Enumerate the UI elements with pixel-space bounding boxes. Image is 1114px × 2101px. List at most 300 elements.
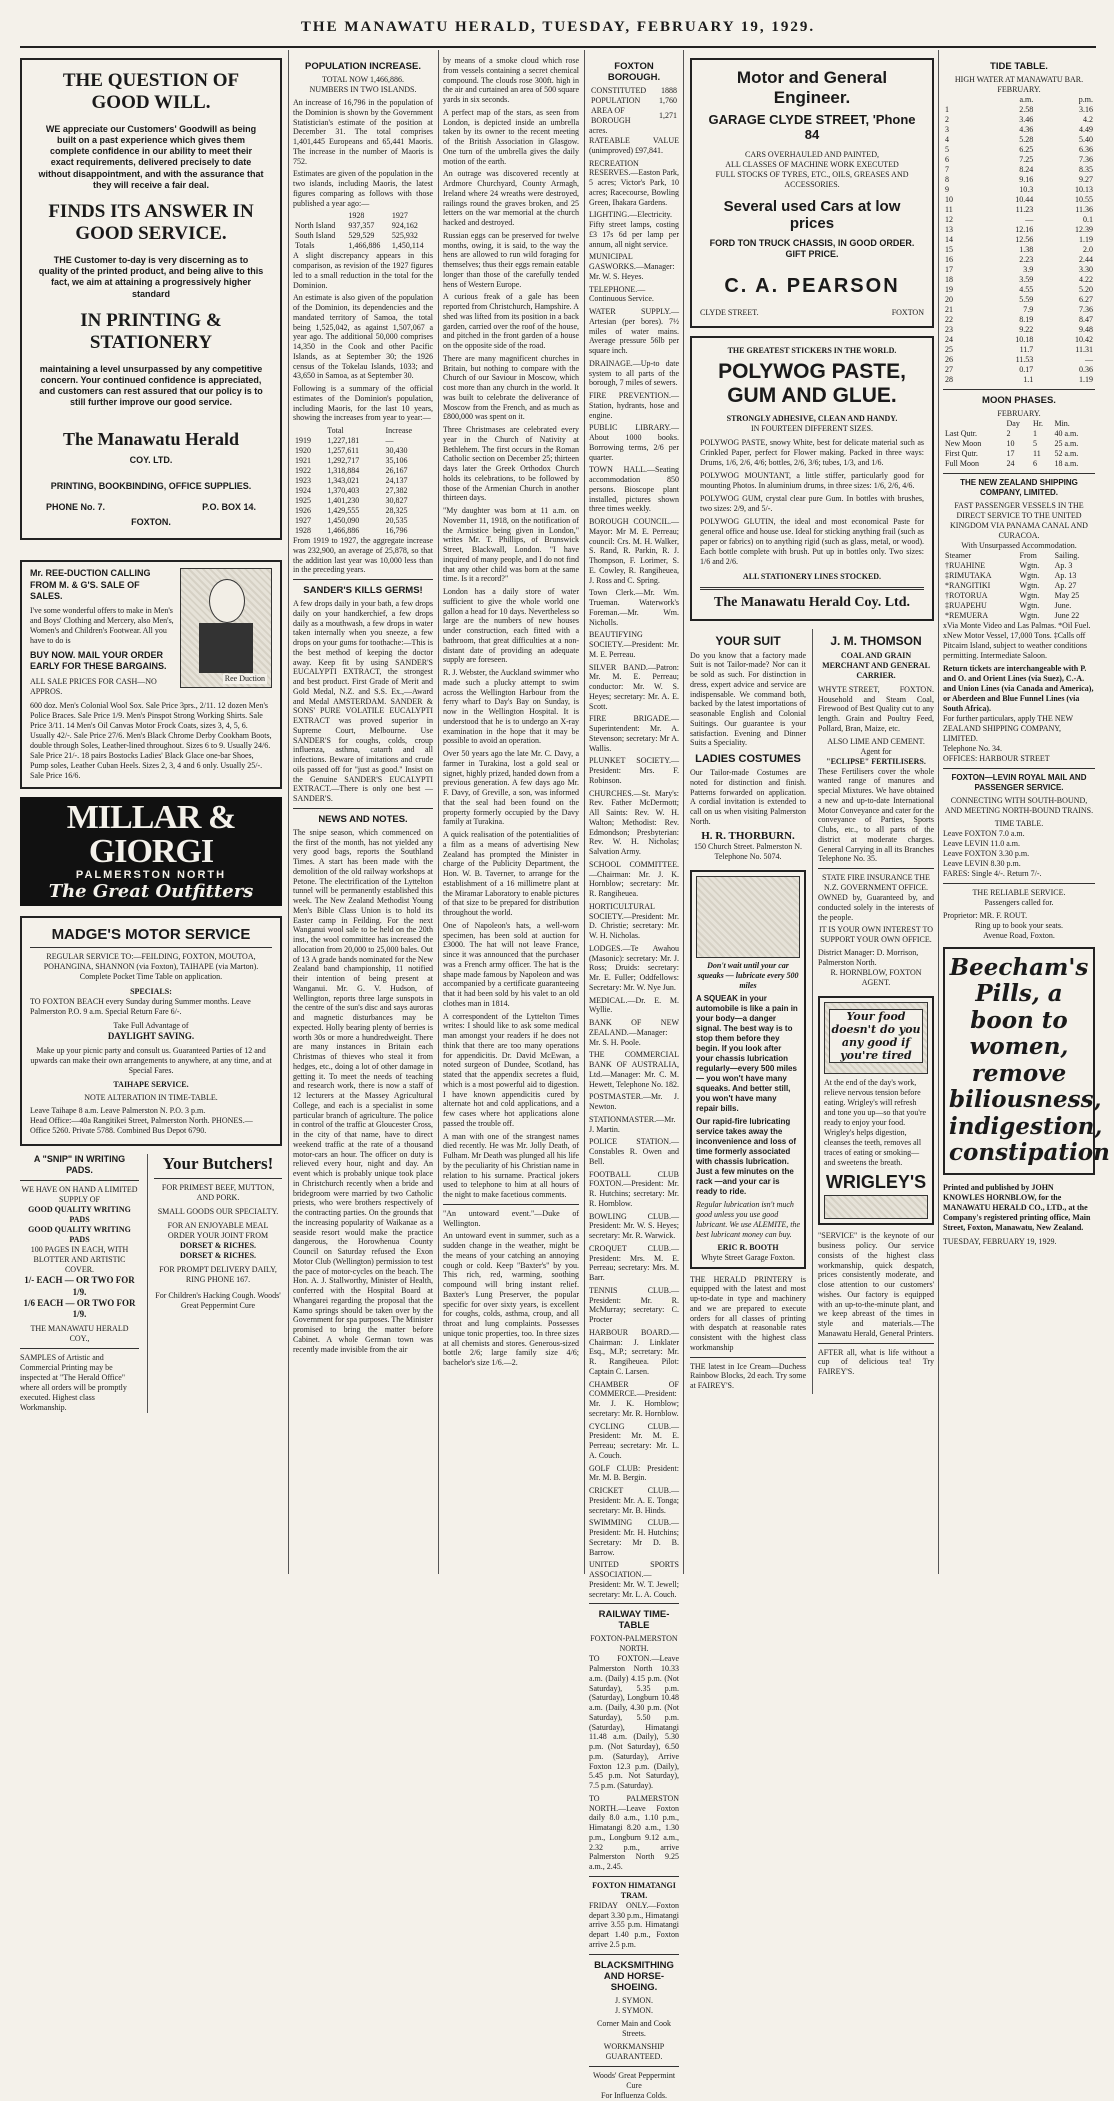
polywog-stocked: ALL STATIONERY LINES STOCKED.: [742, 571, 882, 581]
madge-taihape: TAIHAPE SERVICE.: [113, 1079, 189, 1089]
rail-sub: FOXTON-PALMERSTON NORTH.: [590, 1634, 678, 1654]
ship-heading: THE NEW ZEALAND SHIPPING COMPANY, LIMITED.: [960, 478, 1078, 497]
madge-picnic: Make up your picnic party and consult us. Guaranteed Parties of 12 and upwards can make their own arrangements to anywhere, at any time, and at Special Fares.: [30, 1045, 272, 1075]
rail-body2: TO PALMERSTON NORTH.—Leave Foxton daily 8.0 a.m., 1.10 p.m., Himatangi 8.20 a.m., 1.30 p.m., Longburn 9.12 a.m., 2.32 p.m., arrive Palmerston North 9.25 a.m., 2.45.: [589, 1793, 679, 1871]
islands-table: [293, 211, 433, 251]
wrigley-illustration: [824, 1002, 928, 1074]
booth-small: Regular lubrication isn't much good unless you use good lubricant. We use ALEMITE, the best lubricant money can buy.: [696, 1199, 800, 1239]
table-row: 12 — 0.1: [945, 215, 1093, 224]
printed-notice: Printed and published by JOHN KNOWLES HORNBLOW, for the MANAWATU HERALD CO., LTD., at the Company's registered printing office, Main Street, Foxton, Manawatu, New Zealand.: [943, 1182, 1091, 1232]
table-row: 1919 1,227,181 —: [295, 436, 394, 445]
news-heading: NEWS AND NOTES.: [318, 813, 408, 825]
borough-entry: RATEABLE VALUE (unimproved) £97,841.: [589, 136, 679, 155]
herald-printery: THE HERALD PRINTERY is equipped with the latest and most up-to-date in type and machinery and we are prepared to execute orders for all classes of printing with despatch at reasonable rates consistent with the highest class workmanship: [690, 1274, 806, 1352]
column-rule: [288, 50, 289, 1574]
table-row: 14 12.56 1.19: [945, 235, 1093, 244]
borough-entry: BOROUGH COUNCIL.—Mayor: Mr M. E. Perreau; council: Crs. M. H. Walker, S. Rand, R. Parkin, R. J. Thompson, F. Lorimer, S. E. Cowley, R. Rangiheuea, J. Ross and C. Spring.: [589, 517, 679, 585]
levin-heading: FOXTON—LEVIN ROYAL MAIL AND PASSENGER SERVICE.: [951, 773, 1087, 792]
woods-ad-line2: For Influenza Colds.: [601, 2090, 667, 2100]
reliable-sub: Passengers called for.: [984, 898, 1054, 907]
table-row: †RUAHINE Wgtn. Ap. 3: [945, 561, 1073, 570]
millar-giorgi-logo: [20, 797, 282, 906]
levin-time: Leave FOXTON 7.0 a.m.: [943, 829, 1025, 838]
butchers-ad: [147, 1154, 282, 1414]
table-row: 25 11.7 11.31: [945, 345, 1093, 354]
booth-ad: [690, 870, 806, 1269]
col3-p11: Over 50 years ago the late Mr. C. Davy, a farmer in Turakina, lost a gold seal or signet, highly prized, handed down from a previous generation. A few days ago Mr. F. Davy, of Greville, a son, was informed that the seal had been found on the property formerly occupied by the Davy family at Turakina.: [443, 749, 579, 827]
thorburn-name: H. R. THORBURN.: [701, 829, 795, 842]
butchers-l3: FOR AN ENJOYABLE MEAL ORDER YOUR JOINT FROM: [167, 1220, 269, 1240]
table-row: 24 10.18 10.42: [945, 335, 1093, 344]
borough-stats: [589, 86, 679, 126]
borough-entry: CHURCHES.—St. Mary's: Rev. Father McDermott; All Saints: Rev. W. H. Walton; Methodist: Rev. Edmondson; Presbyterian: Rev. W. H. Nicholas; Salvation Army.: [589, 788, 679, 856]
table-row: 10 10.44 10.55: [945, 195, 1093, 204]
goodwill-title3: IN PRINTING & STATIONERY: [80, 309, 222, 353]
borough-entry: MUNICIPAL GASWORKS.—Manager: Mr. W. S. Heyes.: [589, 252, 675, 281]
pads-l4: 100 PAGES IN EACH, WITH BLOTTER AND ARTISTIC COVER.: [30, 1245, 129, 1275]
borough-entry: FOOTBALL CLUB FOXTON.—President: Mr. R. Hutchins; secretary: Mr. R. Hornblow.: [589, 1169, 679, 1208]
polywog-sub: STRONGLY ADHESIVE, CLEAN AND HANDY.: [726, 413, 898, 423]
butchers-l4: DORSET & RICHES.: [179, 1240, 257, 1250]
table-row: 1928 1,466,886 16,796: [295, 526, 408, 535]
polywog-p1: POLYWOG PASTE, snowy White, best for delicate material such as Crinkled Paper, perfect for Flower making. Packed in three ways: Drums, 1/6, 2/6, 4/6; bottles, 2/6, 3/6; tubes, 1/3, and 1/6.: [700, 437, 924, 467]
table-row: 5 6.25 6.36: [945, 145, 1093, 154]
pads-l2: GOOD QUALITY WRITING PADS: [28, 1205, 131, 1225]
pearson-town: FOXTON: [891, 307, 924, 317]
millar-body: I've some wonderful offers to make in Men's and Boys' Clothing and Mercery, also Men's, Women's and Children's Footwear. All you have to do is: [30, 606, 174, 645]
table-row: 16 2.23 2.44: [945, 255, 1093, 264]
madge-note: NOTE ALTERATION IN TIME-TABLE.: [84, 1092, 218, 1102]
col3-p12: A quick realisation of the potentialities of a film as a means of advertising New Zealand has prompted the Minister in charge of the Publicity Department, the Hon. W. B. Taverner, to arrange for the establishment of a 16 millimetre plant at the Miramar Laboratory to enable pictures of that size to be prepared for distribution throughout the world.: [443, 830, 579, 917]
pearson-name: C. A. PEARSON: [724, 274, 900, 297]
borough-entry: POSTMASTER.—Mr. J. Newton.: [589, 1092, 679, 1111]
madge-advantage: Take Full Advantage of: [113, 1020, 189, 1030]
thomson-title: J. M. THOMSON: [830, 633, 922, 648]
column-4: [589, 56, 679, 2100]
population-p2: Estimates are given of the population in the two islands, including Maoris, the latest figures comparing as follows with those published a year ago:—: [293, 169, 433, 208]
borough-entry: PUBLIC LIBRARY.—About 1000 books. Borrowing terms, 2/6 per quarter.: [589, 423, 679, 462]
table-row: 21 7.9 7.36: [945, 305, 1093, 314]
years-table: Total Increase 1919 1,227,181 — 1920 1,257,611 30,430 1921 1,292,717 35,106 1922 1,318,884 26,167 1923 1,343,021 24,137 1924 1,370,403 27,382 1925 1,401,230 30,827 1926 1,429,555 28,325 1927 1,450,090 20,535 1928 1,466,886 16,796: [293, 426, 433, 536]
millar-cta: BUY NOW. MAIL YOUR ORDER EARLY FOR THESE BARGAINS.: [30, 650, 167, 672]
population-p4: An estimate is also given of the population of the Dominion, its dependencies and the mandated territory of Samoa, the total being 1,525,042, as against 1,507,067 a year ago. The additional 50,000 comprises 14,350 in the Cook and other Pacific Islands, as at September 30; the 1926 census of the Tokelau Islands, 1033; and 43,650 in Samoa, as at September 30.: [293, 293, 433, 381]
ree-duction-caption: Ree Duction: [224, 674, 265, 684]
col3-p13: One of Napoleon's hats, a well-worn specimen, has been sold at auction for £3000. The hat will not leave France, since it was announced that the purchaser was a French army officer. The hat is the shape made famous by Napoleon and was accompanied by a certificate guaranteeing that it had been sold by his valet to an old clothes man in 1814.: [443, 920, 579, 1008]
table-row: †ROTORUA Wgtn. May 25: [945, 591, 1080, 600]
table-row: First Qutr. 17 11 52 a.m.: [945, 449, 1079, 458]
borough-entry: CHAMBER OF COMMERCE.—President: Mr. J. K. Hornblow; secretary: Mr. R. Hornblow.: [589, 1379, 679, 1418]
wrigley-body: At the end of the day's work, relieve nervous tension before eating. Wrigley's will refresh and tone you up—so that you're ready to enjoy your food. Wrigley's helps digestion, cleanses the teeth, removes all traces of eating or smoking—and sweetens the breath.: [824, 1078, 927, 1168]
borough-entry: POLICE STATION.—Constables R. Owen and Bell.: [589, 1137, 679, 1166]
borough-entry: LIGHTING.—Electricity. Fifty street lamps, costing £3 17s 6d per lamp per annum, all night service.: [589, 210, 679, 249]
madge-ad: [20, 916, 282, 1146]
col3-p3: An outrage was discovered recently at Ardmore Churchyard, County Armagh, Ireland where 24 wreaths were destroyed, railings round the graves broken, and 25 letters on the war memorial at the church hacked and destroyed.: [443, 169, 579, 227]
col3-p8: "My daughter was born at 11 a.m. on November 11, 1918, on the notification of the Armistice being given in London," writes Mr. T. Phillips, of Brunswick Street, Blackwall, London. "I have inquired of many people, and I do not find that any other child was born at the same time. Is it a record?": [443, 506, 579, 584]
table-row: AREA OF BOROUGH 1,271: [591, 106, 677, 125]
fairey-notice: AFTER all, what is life without a cup of delicious tea! Try FAIREY'S.: [818, 1347, 934, 1376]
table-row: 26 11.53 —: [945, 355, 1093, 364]
population-heading: POPULATION INCREASE.: [305, 61, 421, 72]
wrigley-caption: Your food doesn't do you any good if you're tired: [829, 1009, 923, 1063]
table-row: 1922 1,318,884 26,167: [295, 466, 408, 475]
col3-p2: A perfect map of the stars, as seen from London, is depicted inside an umbrella taken by its owner to the recent meeting of the British Association in Glasgow. One turn of the umbrella gives the daily motion of the earth.: [443, 107, 579, 166]
levin-tt: TIME TABLE.: [994, 819, 1044, 828]
borough-entry: SCHOOL COMMITTEE.—Chairman: Mr. J. K. Hornblow; secretary: Mr. R. Rangiheuea.: [589, 859, 679, 898]
table-row: 2 3.46 4.2: [945, 115, 1093, 124]
table-row: 7 8.24 8.35: [945, 165, 1093, 174]
pearson-l2: ALL CLASSES OF MACHINE WORK EXECUTED: [725, 160, 899, 169]
sander-body: A few drops daily in your bath, a few drops daily on your handkerchief, a few drops daily as a mouthwash, a few drops in water taken internally when you sneeze, a few drops on your gums for toothache:—This is the best method of keeping the doctor away. Keep fit by using SANDER'S EUCALYPTI EXTRACT, the strongest and best product. First Grade of Merit and Gold Medal, N.Z. and S.S. Ex.,—Award and Medal AMSTERDAM. SANDER & SONS' PURE VOLATILE EUCALYPTI EXTRACT was proved superior in Supreme Court, Melbourne. Use SANDER'S for coughs, colds, croup influenza, asthma, catarrh and all infections. Beware of imitations and crude oils passed off for "just as good." Insist on the Genuine SANDER'S EUCALYPTI EXTRACT.—There is only one best —SANDER'S.: [293, 599, 433, 803]
wrigley-ad: [818, 996, 934, 1225]
thomson-sub: COAL AND GRAIN MERCHANT AND GENERAL CARRIER.: [822, 650, 930, 680]
population-p1: An increase of 16,796 in the population of the Dominion is shown by the Government Statistician's estimate of the position at December 31. The total comprises 1,401,445 Europeans and 65,441 Maoris. The increase in the number of Maoris is 752.: [293, 98, 433, 166]
pearson-l3: FULL STOCKS OF TYRES, ETC., OILS, GREASES AND ACCESSORIES.: [715, 170, 909, 189]
table-row: 1925 1,401,230 30,827: [295, 496, 408, 505]
butchers-l1: FOR PRIMEST BEEF, MUTTON, AND PORK.: [161, 1182, 275, 1202]
table-row: 11 11.23 11.36: [945, 205, 1093, 214]
madge-beach: TO FOXTON BEACH every Sunday during Summer months. Leave Palmerston P.O. 9 a.m. Special Return Fare 6/-.: [30, 996, 251, 1016]
moon-table: Day Hr. Min. Last Qutr. 2 1 40 a.m. New Moon 10 5 25 a.m. First Qutr. 17 11 52 a.m. Full Moon 24 6 18 a.m.: [943, 419, 1095, 469]
polywog-p3: POLYWOG GUM, crystal clear pure Gum. In bottles with brushes, two sizes: 2/9, and 5/-.: [700, 493, 924, 513]
table-row: 1920 1,257,611 30,430: [295, 446, 408, 455]
booth-addr: Whyte Street Garage Foxton.: [701, 1252, 795, 1262]
levin-time: Leave FOXTON 3.30 p.m.: [943, 849, 1030, 858]
column-rule: [584, 50, 585, 1574]
borough-entry: UNITED SPORTS ASSOCIATION.—President: Mr. W. T. Jewell; secretary: Mr. L. A. Couch.: [589, 1560, 679, 1599]
table-row: Last Qutr. 2 1 40 a.m.: [945, 429, 1079, 438]
goodwill-title2: FINDS ITS ANSWER IN GOOD SERVICE.: [48, 201, 254, 245]
tide-month: FEBRUARY.: [997, 85, 1041, 94]
borough-acres: acres.: [589, 126, 608, 135]
reliable-heading: THE RELIABLE SERVICE.: [972, 888, 1066, 897]
borough-entry: SWIMMING CLUB.—President: Mr. H. Hutchins; Secretary: Mr D. B. Barrow.: [589, 1518, 679, 1557]
reliable-ring: Ring up to book your seats.: [975, 921, 1063, 930]
pads-l1: WE HAVE ON HAND A LIMITED SUPPLY OF: [21, 1185, 138, 1205]
table-row: Totals 1,466,886 1,450,114: [295, 241, 424, 251]
mechanic-illustration: [696, 876, 800, 958]
suit-ad: [690, 629, 806, 1394]
pads-price2: 1/6 EACH — OR TWO FOR 1/9.: [23, 1297, 136, 1319]
pads-price1: 1/- EACH — OR TWO FOR 1/9.: [24, 1275, 135, 1297]
fire-title: STATE FIRE INSURANCE THE N.Z. GOVERNMENT OFFICE.: [822, 873, 930, 892]
butchers-l7: For Children's Hacking Cough. Woods' Great Peppermint Cure: [155, 1290, 281, 1310]
reliable-addr: Avenue Road, Foxton.: [983, 931, 1055, 940]
borough-entry: BANK OF NEW ZEALAND.—Manager: Mr. S. H. Poole.: [589, 1018, 679, 1047]
table-row: 23 9.22 9.48: [945, 325, 1093, 334]
millar-prices: ALL SALE PRICES FOR CASH—NO APPROS.: [30, 676, 157, 696]
fire-body: OWNED by, Guaranteed by, and conducted solely in the interests of the people.: [818, 893, 934, 922]
tide-sub: HIGH WATER AT MANAWATU BAR.: [954, 75, 1084, 84]
borough-entry: MEDICAL.—Dr. E. M. Wyllie.: [589, 995, 679, 1015]
ladies-body: Our Tailor-made Costumes are noted for distinction and finish. Patterns forwarded on application. A cordial invitation is extended to call on us when visiting Palmerston North.: [690, 768, 806, 826]
table-row: 1921 1,292,717 35,106: [295, 456, 408, 465]
table-row: 1923 1,343,021 24,137: [295, 476, 408, 485]
ship-notes: xVia Monte Video and Las Palmas. *Oil Fuel. xNew Motor Vessel, 17,000 Tons. ‡Calls off Pitcairn Island, subject to weather conditions permitting. Intermediate Saloon.: [943, 621, 1091, 660]
butchers-l2: SMALL GOODS OUR SPECIALTY.: [157, 1206, 279, 1216]
rail-body: TO FOXTON.—Leave Palmerston North 10.33 a.m. (Daily) 4.15 p.m. (Not Saturday), 5.35 p.m. (Saturday), Longburn 10.48 a.m. (Daily, 4.30 p.m. (Not Saturday), 5.50 p.m. (Saturday), Himatangi 11.48 a.m. (Daily), 5.30 p.m. (Not Saturday), 6.50 p.m. (Saturday), Arrive Foxton 12.3 p.m. (Daily), 5.45 p.m. Not Saturday), 7.5 p.m. (Saturday).: [589, 1654, 679, 1790]
table-row: North Island 937,357 924,162: [295, 221, 418, 231]
goodwill-body: WE appreciate our Customers' Goodwill as being built on a past experience which gives them complete confidence in our ability to meet their exact requirements, delivered precisely to date without disappointment, and with the assurance that they will receive a fair deal.: [38, 123, 264, 190]
goodwill-title: THE QUESTION OF GOOD WILL.: [62, 70, 240, 113]
wrigley-brand: WRIGLEY'S: [825, 1172, 927, 1193]
pearson-gift: GIFT PRICE.: [785, 249, 839, 260]
borough-heading: FOXTON BOROUGH.: [607, 61, 661, 83]
company-name: The Manawatu Herald: [62, 428, 239, 449]
millar-intro: Mr. REE-DUCTION CALLING FROM M. & G'S. SALE OF SALES.: [30, 568, 151, 601]
table-row: POPULATION 1,760: [591, 96, 677, 105]
butchers-title: Your Butchers!: [162, 1153, 274, 1173]
table-row: 13 12.16 12.39: [945, 225, 1093, 234]
woods-ad-line1: Woods' Great Peppermint Cure: [592, 2070, 676, 2090]
madge-regular: REGULAR SERVICE TO:—FEILDING, FOXTON, MOUTOA, POHANGINA, SHANNON (via Foxton), TAIHAPE (via Marton).: [43, 951, 259, 971]
table-row: 8 9.16 9.27: [945, 175, 1093, 184]
thomson-street: WHYTE STREET,: [818, 684, 880, 694]
table-row: 3 4.36 4.49: [945, 125, 1093, 134]
thomson-lime: ALSO LIME AND CEMENT.: [827, 736, 925, 746]
borough-list: [589, 136, 679, 1599]
population-total: TOTAL NOW 1,466,886.: [321, 75, 405, 84]
population-p6: From 1919 to 1927, the aggregate increase was 232,900, an average of 25,878, so that the addition last year was 10,000 less than in the preceding years.: [293, 536, 433, 575]
pearson-ford: FORD TON TRUCK CHASSIS, IN GOOD ORDER.: [709, 238, 915, 248]
col3-p16: "An untoward event."—Duke of Wellington.: [443, 1208, 579, 1228]
madge-office: Head Office:—40a Rangitikei Street, Palmerston North. PHONES.—Office 5260. Private 5788. Combined Bus Depot 6790.: [30, 1115, 253, 1135]
ship-contact: For further particulars, apply THE NEW ZEALAND SHIPPING COMPANY, LIMITED.: [943, 714, 1073, 743]
pearson-cars: Several used Cars at low prices: [723, 198, 901, 232]
company-pobox: P.O. BOX 14.: [202, 501, 256, 512]
table-row: 1924 1,370,403 27,382: [295, 486, 408, 495]
table-row: 4 5.28 5.40: [945, 135, 1093, 144]
company-coy: COY. LTD.: [129, 455, 173, 466]
column-rule: [438, 50, 439, 1574]
madge-specials: SPECIALS:: [130, 986, 172, 996]
col3-p10: R. J. Webster, the Auckland swimmer who made such a plucky attempt to swim across the Wellington Harbour from the ferry wharf to Day's Bay on Sunday, is now in the Wellington Hospital. It is understood that he is to undergo an X-ray examination in the hope that it may be possible to avoid an operation.: [443, 668, 579, 746]
polywog-p4: POLYWOG GLUTIN, the ideal and most economical Paste for general office and house use. Ideal for sticking anything frail (such as paper or fabrics) on to anything rigid (such as glass, metal, or wood). Each bottle complete with brush. Put up in bottles only. Two sizes: 1/6 and 2/6.: [700, 516, 924, 566]
borough-entry: FIRE BRIGADE.—Superintendent: Mr. A. Stevenson; secretary: Mr A. Wallis.: [589, 714, 679, 753]
table-row: *REMUERA Wgtn. June 22: [945, 611, 1080, 620]
polywog-sizes: IN FOURTEEN DIFFERENT SIZES.: [750, 423, 874, 433]
table-row: 28 1.1 1.19: [945, 375, 1093, 384]
col3-p4: Russian eggs can be preserved for twelve months, owing, it is said, to the way the hens are allowed to run wild foraging for themselves; thus their eggs remain eatable longer than those of the carefully tended hens of Western Europe.: [443, 230, 579, 289]
borough-entry: DRAINAGE.—Up-to date system to all parts of the borough, 7 miles of sewers.: [589, 358, 679, 388]
madge-daylight: DAYLIGHT SAVING.: [107, 1030, 195, 1041]
levin-time: Leave LEVIN 8.30 p.m.: [943, 859, 1021, 868]
col3-p17: An untoward event in summer, such as a sudden change in the weather, might be the means of your catching an annoying cough or cold. Keep "Baxter's" by you. This rich, red, warming, soothing compound will bring instant relief. Baxter's Lung Preserver, the popular specific for over sixty years, is excellent for coughs, colds, asthma, croup, and all throat and lung complaints. Possesses unique tonic properties, too. In three sizes at all chemists and stores. Generous-sized bottle 2/6; large family size 4/6; bachelor's size 1/6.—2.: [443, 1231, 579, 1367]
table-row: Full Moon 24 6 18 a.m.: [945, 459, 1079, 468]
booth-name: ERIC R. BOOTH: [717, 1242, 779, 1252]
borough-entry: PLUNKET SOCIETY.—President: Mrs. F. Robinson.: [589, 756, 679, 785]
thomson-body: Household and Steam Coal, Firewood of Best Quality cut to any length. Grain and Poultry Feed, Pollard, Bran, Maize, etc.: [818, 694, 934, 733]
fire-manager: District Manager: D. Morrison, Palmerston North.: [818, 948, 919, 968]
polywog-top: THE GREATEST STICKERS IN THE WORLD.: [727, 345, 897, 355]
company-services: PRINTING, BOOKBINDING, OFFICE SUPPLIES.: [50, 480, 252, 491]
column-5-6: [690, 58, 934, 1574]
table-row: 9 10.3 10.13: [945, 185, 1093, 194]
butchers-l6: FOR PROMPT DELIVERY DAILY, RING PHONE 167.: [159, 1264, 277, 1284]
moon-heading: MOON PHASES.: [982, 395, 1056, 406]
booth-caption: Don't wait until your car squeaks — lubricate every 500 miles: [697, 960, 799, 990]
goodwill-body2: THE Customer to-day is very discerning as to quality of the printed product, and being alive to this fact, we aim at attaining a progressively higher standard: [38, 254, 264, 299]
ship-table: Steamer From Sailing. †RUAHINE Wgtn. Ap. 3 ‡RIMUTAKA Wgtn. Ap. 13 *RANGITIKI Wgtn. Ap. 27 †ROTORUA Wgtn. May 25 ‡RUAPEHU Wgtn. June. *REMUERA Wgtn. June 22: [943, 551, 1095, 621]
table-row: 17 3.9 3.30: [945, 265, 1093, 274]
pads-title: A "SNIP" IN WRITING PADS.: [33, 1153, 126, 1175]
ship-tel: Telephone No. 34.: [943, 744, 1002, 753]
millar-giorgi-ad: [20, 560, 282, 788]
col3-p7: Three Christmases are celebrated every year in the Church of Nativity at Bethlehem. The first occurs in the Roman Catholic section on December 25; thirteen days later the Greek Orthodox Church holds its celebrations, to be followed by those of the Armenian Church in another thirteen days.: [443, 425, 579, 503]
tide-heading: TIDE TABLE.: [990, 61, 1048, 72]
millar-logo: MILLAR & GIORGI: [66, 798, 236, 870]
borough-entry: WATER SUPPLY.—Artesian (per bores). 7½ miles of water mains. Average pressure 56lb per square inch.: [589, 307, 679, 355]
reliable-prop: Proprietor: MR. F. ROUT.: [943, 911, 1028, 920]
pearson-l1: CARS OVERHAULED AND PAINTED,: [745, 150, 879, 159]
blacksmith-guarantee: WORKMANSHIP GUARANTEED.: [603, 2041, 665, 2061]
blacksmith-name: J. SYMON.: [614, 2005, 653, 2015]
company-town: FOXTON.: [131, 517, 171, 527]
col3-p1: by means of a smoke cloud which rose from vessels containing a secret chemical compound. The clouds rose 300ft. high in the air and curtained an area of 500 square yards in six seconds.: [443, 56, 579, 104]
ree-duction-illustration: [180, 568, 272, 688]
ship-sub: FAST PASSENGER VESSELS IN THE DIRECT SERVICE TO THE UNITED KINGDOM VIA PANAMA CANAL AND CURACOA.: [950, 501, 1088, 540]
millar-items: 600 doz. Men's Colonial Wool Sox. Sale Price 3prs., 2/11. 12 dozen Men's Police Braces. Sale Price 1/9. Men's Pinspot Strong Working Shirts. Sale Price 3/11. 14 Men's Oil Canvas Motor Frock Coats, sizes 3, 4, 5, 6. Usually 42/-. Sale Price 27/6. Men's Black Chrome Derby Cookham Boots, double through Soles, Leather-lined throughout. Sizes 6 to 9. Usually 24/6. Sale Price 21/-. 18 pairs Bostocks Ladies' Black Glace one-bar Shoes, Pump soles, Leather Cuban Heels. Sizes 2, 3, 4 and 6 only. Usually 25/-. Sale Price 16/6.: [30, 700, 272, 780]
population-sub: NUMBERS IN TWO ISLANDS.: [309, 85, 417, 94]
table-row: ‡RUAPEHU Wgtn. June.: [945, 601, 1072, 610]
borough-entry: TENNIS CLUB.—President: Mr. R. McMurray; secretary: C. Procter: [589, 1285, 679, 1324]
borough-entry: TOWN HALL.—Seating accommodation 850 persons. Bioscope plant installed, pictures shown three times weekly.: [589, 465, 679, 514]
population-p5: Following is a summary of the official estimates of the Dominion's population, including Maoris, for the last 10 years, showing the increases from year to year:—: [293, 384, 433, 423]
column-2: [293, 56, 433, 1574]
news-body: The snipe season, which commenced on the first of the month, has not yielded any very good bags, reports the Southland Times. A start has been made with the demolition of the old railway workshops at Petone. The electrification of the Lyttelton tunnel will be permanently established this week. The New Zealand Methodist Young Men's Bible Class Union is to hold its Easter camp in Feilding. For the next Wanganui wool sale to be held on the 20th inst., the wool committee has increased the allocation from 20,000 to 25,000 bales. Out of 13 A grade bands nominated for the New Zealand band championship, 11 notified their intention of being present at Wanganui. Mr. G. V. Hudson, of Wellington, reports three large sunspots in the centre of the sun's disc and says auroras and magnetic disturbances may be expected. Holly bearing plenty of berries is worth 30s or more a hundredweight. There are many instances in Britain each Christmas of thieves who steal it from hedges, etc., doing a lot of other damage in getting it. To meet the needs of teaching and research work, there is now a staff of 12 lecturers at the Massey Agricultural College, and each is a specialist in some particular branch of agriculture. The police in control of the traffic at Gloucester Cross, in the city of that name, have to direct weekend traffic at the rate of a thousand motor-cars an hour. The officer on duty is relieved every hour, night and day. An event which is probably unique took place in Christchurch recently when a bride and bridegroom were married by two Catholic priests, who were brothers respectively of the contracting parties. On the grounds that the increasing popularity of Waikanae as a seaside resort would make the practice dangerous, the Horowhenua County Council on Saturday refused the Exon Motor Club (Wellington) permission to test the pace of motor-cycles on the beach. The Hon. A. J. Stallworthy, Minister of Health, conferred with the Hospital Board at Whangarei regarding the proposal that the Kamo springs should be taken over by the Government for spa purposes. The Minister promised to bring the matter before Cabinet. A whole German town was recently made invisible from the air: [293, 827, 433, 1354]
borough-entry: HARBOUR BOARD.—Chairman: J. Linklater Esq., M.P.; secretary: Mr. R. Rangiheuea. Pilot: Captain C. Larsen.: [589, 1327, 679, 1376]
col3-p9: London has a daily store of water sufficient to give the whole world one gallon a head for 10 days. Nevertheless so large are the numbers of new houses under construction, each fitted with a bathroom, that great difficulties at a non-distant date of providing an adequate supply are foreseen.: [443, 587, 579, 665]
borough-entry: FIRE PREVENTION.—Station, hydrants, hose and engine.: [589, 391, 679, 420]
table-row: CONSTITUTED 1888: [591, 86, 677, 95]
borough-entry: BEAUTIFYING SOCIETY.—President: Mr. M. E. Perreau.: [589, 630, 679, 659]
sander-heading: SANDER'S KILLS GERMS!: [303, 585, 423, 596]
borough-entry: CROQUET CLUB.—President: Mrs. M. E. Perreau; secretary: Mrs. M. Barr.: [589, 1243, 679, 1282]
table-row: 1 2.58 3.16: [945, 105, 1093, 114]
masthead: [20, 18, 1096, 48]
column-rule: [683, 50, 684, 1574]
gum-pack-icon: [824, 1195, 928, 1219]
table-row: *RANGITIKI Wgtn. Ap. 27: [945, 581, 1077, 590]
thorburn-addr: 150 Church Street. Palmerston N. Telephone No. 5074.: [694, 841, 802, 861]
goodwill-ad: [20, 58, 282, 540]
moon-month: FEBRUARY.: [997, 409, 1041, 418]
table-row: 20 5.59 6.27: [945, 295, 1093, 304]
borough-entry: RECREATION RESERVES.—Easton Park, 5 acres; Victor's Park, 10 acres; Racecourse, Bowling Green, Ihakara Gardens.: [589, 158, 679, 207]
beecham-ad: Beecham's Pills, a boon to women, remove biliousness, indigestion, constipation: [943, 947, 1095, 1175]
pearson-title: Motor and General Engineer.: [736, 68, 888, 107]
thomson-ad: [812, 629, 934, 1394]
column-3: [443, 56, 579, 1574]
blacksmith-name: J. SYMON.: [614, 1995, 653, 2005]
table-row: 18 3.59 4.22: [945, 275, 1093, 284]
population-p3: A slight discrepancy appears in this comparison, as revision of the 1927 figures led to a small reduction in the total for the Dominion.: [293, 251, 433, 290]
table-row: 19 4.55 5.20: [945, 285, 1093, 294]
borough-entry: THE COMMERCIAL BANK OF AUSTRALIA, Ltd.—Manager: Mr. C. M. Hewett, Telephone No. 182.: [589, 1050, 679, 1089]
table-row: 1926 1,429,555 28,325: [295, 506, 408, 515]
footer-date: TUESDAY, FEBRUARY 19, 1929.: [943, 1236, 1057, 1246]
ladies-title: LADIES COSTUMES: [695, 753, 801, 765]
masthead-title: THE MANAWATU HERALD, TUESDAY, FEBRUARY 19, 1929.: [300, 19, 816, 35]
borough-entry: Town Clerk.—Mr. Wm. Trueman. Waterwork's Foreman.—Mr. Wm. Nicholls.: [589, 588, 679, 627]
polywog-p2: POLYWOG MOUNTANT, a little stiffer, particularly good for mounting Photos. In aluminium drums, in three sizes: 1/6, 2/6, 4/6.: [700, 470, 924, 490]
service-notice: "SERVICE" is the keynote of our business policy. Our service consists of the highest class workmanship, quick despatch, prices consistently moderate, and close attention to our customers' wishes. Our factory is equipped with an up-to-the-minute plant, and we keep abreast of the times in style and materials.—The Manawatu Herald, General Printers.: [818, 1231, 934, 1338]
table-row: 15 1.38 2.0: [945, 245, 1093, 254]
ship-acc: With Unsurpassed Accommodation.: [961, 541, 1077, 550]
samples-notice: SAMPLES of Artistic and Commercial Printing may be inspected at "The Herald Office" where all orders will be promptly executed. Highest class Workmanship.: [20, 1353, 127, 1413]
table-row: New Moon 10 5 25 a.m.: [945, 439, 1079, 448]
ship-office: OFFICES: HARBOUR STREET: [943, 754, 1050, 763]
col3-p15: A man with one of the strangest names died recently. He was Mr. Jolly Death, of Fulham. Mr Death was plunged all his life by the peculiarity of his Christian name in relation to his surname. Practical jokers used to telephone to him at all hours of the night to make facetious comments.: [443, 1131, 579, 1199]
pearson-ad: [690, 58, 934, 328]
table-row: 27 0.17 0.36: [945, 365, 1093, 374]
polywog-sig: The Manawatu Herald Coy. Ltd.: [713, 594, 910, 610]
col3-p5: A curious freak of a gale has been reported from Christchurch, Hampshire. A shed was lifted from its position in a back garden, carried over the roof of the house, and pitched in the front garden of a house on the opposite side of the road.: [443, 292, 579, 350]
borough-entry: TELEPHONE.—Continuous Service.: [589, 284, 654, 304]
borough-entry: LODGES.—Te Awahou (Masonic): secretary: Mr. J. Ross; Druids: secretary: Mr. E. Fuller; Oddfellows: Secretary: Mr. W. Nye Jun.: [589, 943, 679, 992]
butchers-l5: DORSET & RICHES.: [179, 1250, 257, 1260]
suit-body: Do you know that a factory made Suit is not Tailor-made? Nor can it be sold as such. For distinction in dress, expert advice and service are indispensable. We command both, backed by the latest importations of seasonable English and Colonial Suitings. Our guarantee is your satisfaction. Evening and Dinner Suits a Speciality.: [690, 650, 806, 748]
rail-heading: RAILWAY TIME-TABLE: [598, 1609, 670, 1632]
writing-pads-ad: [20, 1154, 139, 1414]
suit-title: YOUR SUIT: [715, 633, 781, 648]
polywog-ad: [690, 336, 934, 621]
column-7: [943, 56, 1110, 1574]
table-row: 22 8.19 8.47: [945, 315, 1093, 324]
islands-col: 1928: [348, 211, 365, 221]
pearson-garage: GARAGE CLYDE STREET, 'Phone 84: [708, 112, 916, 142]
thomson-eclipse: "ECLIPSE" FERTILISERS.: [826, 756, 926, 766]
booth-body2: Our rapid-fire lubricating service takes away the inconvenience and loss of time formerly associated with chassis lubrication. Just a few minutes on the rack —and your car is ready to ride.: [696, 1116, 797, 1196]
ship-body: Return tickets are interchangeable with P. and O. and Orient Lines (via Suez), C.-A. and Union Lines (via Canada and America), or Aberdeen and Blue Funnel Lines (via South Africa).: [943, 664, 1094, 713]
levin-sub: CONNECTING WITH SOUTH-BOUND, AND MEETING NORTH-BOUND TRAINS.: [944, 796, 1094, 815]
tide-table: a.m. p.m. 1 2.58 3.16 2 3.46 4.2 3 4.36 4.49 4 5.28 5.40 5 6.25 6.36 6 7.25 7.36 7 8.24 8.35 8 9.16 9.27 9 10.3 10.13 10 10.44 10.55 11 11.23 11.36 12 — 0.1 13 12.16 12.39 14 12.56 1.19 15 1.38 2.0 16 2.23 2.44 17 3.9 3.30 18 3.59 4.22 19 4.55 5.20 20 5.59 6.27 21 7.9 7.36 22 8.19 8.47 23 9.22 9.48 24 10.18 10.42 25 11.7 11.31 26 11.53 — 27 0.17 0.36 28 1.1 1.19: [945, 95, 1093, 384]
table-row: South Island 529,529 525,932: [295, 231, 418, 241]
borough-entry: STATIONMASTER.—Mr. J. Martin.: [589, 1114, 676, 1134]
blacksmith-heading: BLACKSMITHING AND HORSE-SHOEING.: [594, 1959, 674, 1993]
pads-owner: THE MANAWATU HERALD COY.,: [30, 1324, 129, 1344]
tram-body: FRIDAY ONLY.—Foxton depart 3.30 p.m., Himatangi arrive 3.55 p.m. Himatangi depart 1.40 p.m., Foxton arrive 2.5 p.m.: [589, 1900, 679, 1949]
millar-place: PALMERSTON NORTH: [75, 868, 227, 881]
table-row: 6 7.25 7.36: [945, 155, 1093, 164]
fire-agent: R. HORNBLOW, FOXTON AGENT.: [830, 968, 922, 988]
thomson-body2: These Fertilisers cover the whole wanted range of manures and special Mixtures. We have obtained a new and up-to-date International Motor Conveyance and cater for the conveyance of Parties, Sports Clubs, etc., to all parts of the district at moderate charges. General Carrying in all its Branches Telephone No. 35.: [818, 766, 934, 864]
millar-tag: The Great Outfitters: [48, 880, 254, 902]
column-rule: [938, 50, 939, 1574]
polywog-title: POLYWOG PASTE, GUM AND GLUE.: [718, 359, 906, 407]
madge-timetable: Complete Pocket Time Table on application.: [79, 971, 223, 981]
col3-p14: A correspondent of the Lyttelton Times writes: I should like to ask some medical man amongst your readers if he does not think that there are too many operations for appendicitis. Dr. David McEwan, a noted surgeon of Dundee, Scotland, has stated that the appendix secretes a fluid, which is a most powerful aid to digestion. I have known appendicitis cured by alternate hot and cold applications, and a few cases where hot applications alone passed the trouble off.: [443, 1011, 579, 1128]
col3-p6: There are many magnificent churches in Britain, but nothing to compare with the Church of our Saviour in Moscow, which cost more than any church in the world. It was built to celebrate the deliverance of Moscow from the French, and as much as £800,000 was spent on it.: [443, 353, 579, 422]
borough-entry: GOLF CLUB: President: Mr. M. B. Bergin.: [589, 1463, 679, 1483]
tram-heading: FOXTON HIMATANGI TRAM.: [592, 1880, 676, 1900]
borough-entry: SILVER BAND.—Patron: Mr. M. E. Perreau; conductor: Mr. W. S. Heyes; secretary: Mr. A. E. Scott.: [589, 662, 679, 711]
borough-entry: HORTICULTURAL SOCIETY.—President: Mr. D. Christie; secretary: Mr. W. H. Nicholas.: [589, 901, 679, 940]
column-1: [20, 58, 282, 1574]
islands-col: 1927: [391, 211, 408, 221]
levin-time: Leave LEVIN 11.0 a.m.: [943, 839, 1021, 848]
borough-entry: CRICKET CLUB.—President: Mr. A. E. Tonga; secretary: Mr. B. Hinds.: [589, 1486, 679, 1515]
madge-leave: Leave Taihape 8 a.m. Leave Palmerston N. P.O. 3 p.m.: [30, 1105, 206, 1115]
pads-l3: GOOD QUALITY WRITING PADS: [28, 1225, 131, 1245]
booth-body: A SQUEAK in your automobile is like a pain in your body—a danger signal. The best way is to stop them before they begin. If you look after your chassis lubrication regularly—every 500 miles — you won't have many squeaks. And better still, you won't have many repair bills.: [696, 993, 798, 1113]
borough-entry: BOWLING CLUB.—President: Mr. W. S. Heyes; secretary: Mr. R. Warwick.: [589, 1211, 679, 1240]
fire-interest: IT IS YOUR OWN INTEREST TO SUPPORT YOUR OWN OFFICE.: [819, 925, 933, 945]
levin-fares: FARES: Single 4/-. Return 7/-.: [943, 869, 1042, 878]
ice-cream: THE latest in Ice Cream—Duchess Rainbow Blocks, 2d each. Try some at FAIREY'S.: [690, 1361, 806, 1390]
madge-title: MADGE'S MOTOR SERVICE: [51, 925, 251, 943]
table-row: ‡RIMUTAKA Wgtn. Ap. 13: [945, 571, 1077, 580]
company-phone: PHONE No. 7.: [46, 501, 106, 512]
